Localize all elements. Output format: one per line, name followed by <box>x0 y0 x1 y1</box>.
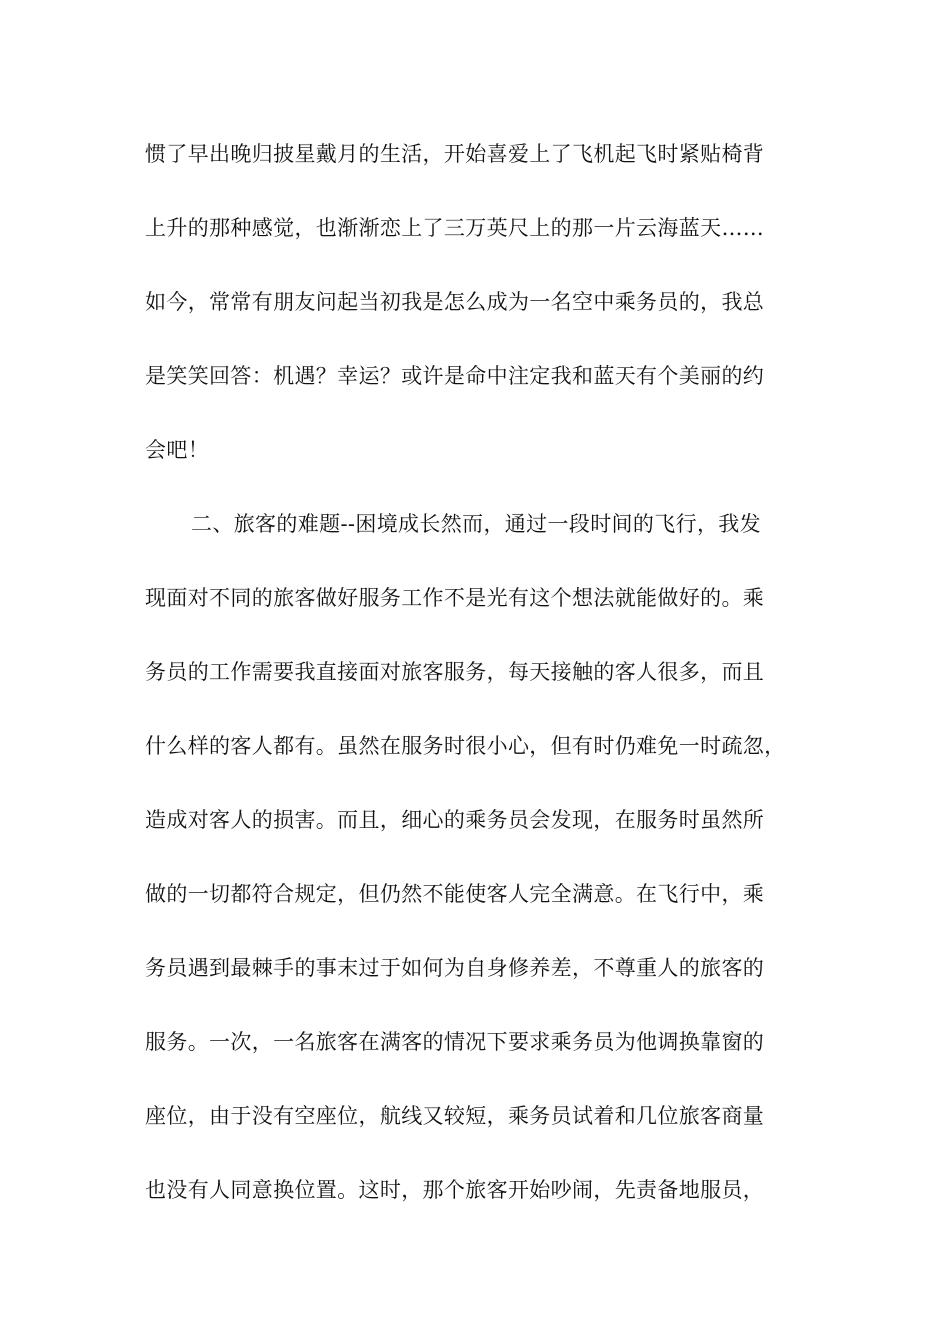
text-line: 惯了早出晚归披星戴月的生活，开始喜爱上了飞机起飞时紧贴椅背 <box>145 142 765 166</box>
text-line: 也没有人同意换位置。这时，那个旅客开始吵闹，先责备地服员， <box>145 1178 765 1202</box>
body-text <box>145 132 835 1242</box>
text-line: 务员的工作需要我直接面对旅客服务，每天接触的客人很多，而且 <box>145 660 765 684</box>
text-line: 座位，由于没有空座位，航线又较短，乘务员试着和几位旅客商量 <box>145 1104 765 1128</box>
text-line: 是笑笑回答：机遇？幸运？或许是命中注定我和蓝天有个美丽的约 <box>145 364 765 388</box>
text-line: 上升的那种感觉，也渐渐恋上了三万英尺上的那一片云海蓝天…… <box>145 216 765 240</box>
text-line: 什么样的客人都有。虽然在服务时很小心，但有时仍难免一时疏忽， <box>145 734 786 758</box>
section-heading-line: 二、旅客的难题--困境成长然而，通过一段时间的飞行，我发 <box>191 512 761 536</box>
text-line: 会吧！ <box>145 438 210 462</box>
text-line: 务员遇到最棘手的事末过于如何为自身修养差，不尊重人的旅客的 <box>145 956 765 980</box>
text-line: 造成对客人的损害。而且，细心的乘务员会发现，在服务时虽然所 <box>145 808 765 832</box>
text-line: 如今，常常有朋友问起当初我是怎么成为一名空中乘务员的，我总 <box>145 290 765 314</box>
text-line: 服务。一次，一名旅客在满客的情况下要求乘务员为他调换靠窗的 <box>145 1030 765 1054</box>
text-line: 现面对不同的旅客做好服务工作不是光有这个想法就能做好的。乘 <box>145 586 765 610</box>
text-line: 做的一切都符合规定，但仍然不能使客人完全满意。在飞行中，乘 <box>145 882 765 906</box>
